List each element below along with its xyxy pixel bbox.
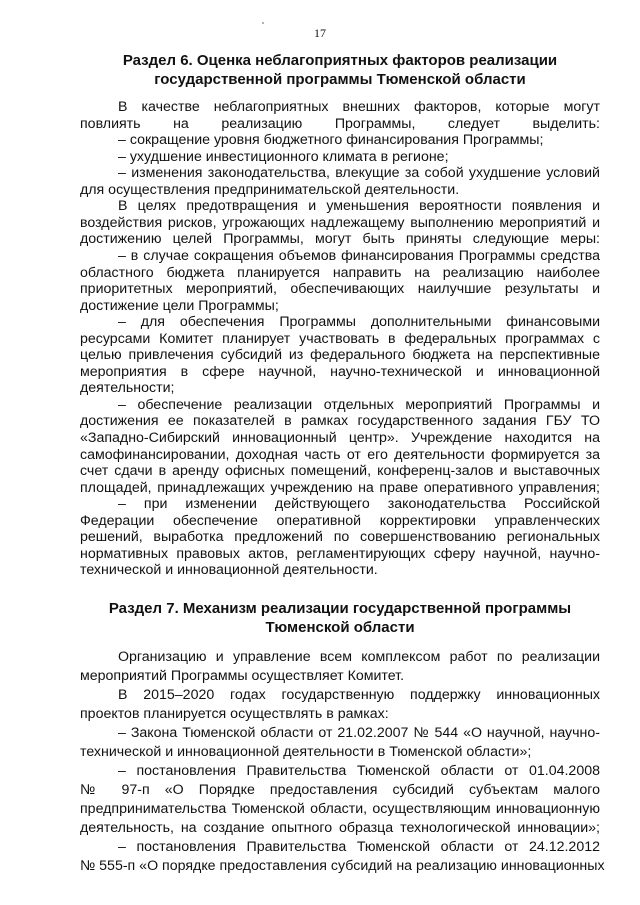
text-line: проектов планируется осуществлять в рамках: [80, 706, 389, 722]
text-line: – обеспечение реализации отдельных мероприятий Программы и [118, 396, 600, 413]
text-line: технической и инновационной деятельности в Тюменской области»; [80, 744, 532, 760]
text-line: решений, выработка предложений по совершенствованию региональных [80, 529, 600, 546]
text-line: мероприятий Программы осуществляет Комитет. [80, 668, 405, 684]
text-line: счет сдачи в аренду офисных помещений, конференц-залов и выставочных [80, 463, 600, 480]
heading-line: Раздел 6. Оценка неблагоприятных факторов реализации [122, 52, 558, 69]
text-line: ресурсами Комитет планирует участвовать в федеральных программах с [80, 330, 600, 347]
heading-line: Тюменской области [265, 619, 415, 636]
text-line: достижения ее показателей в рамках государственного задания ГБУ ТО [80, 413, 600, 430]
text-line: достижение цели Программы; [80, 297, 279, 314]
section-7-heading [80, 599, 600, 637]
text-line: – при изменении действующего законодательства Российской [118, 496, 600, 513]
text-line: нормативных правовых актов, регламентирующих сферу научной, научно- [80, 545, 600, 562]
text-line: – Закона Тюменской области от 21.02.2007 № 544 «О научной, научно- [118, 725, 600, 741]
text-line: – ухудшение инвестиционного климата в регионе; [118, 148, 449, 165]
text-line: – для обеспечения Программы дополнительными финансовыми [118, 314, 600, 331]
text-line: – сокращение уровня бюджетного финансирования Программы; [118, 132, 544, 149]
text-line: приоритетных мероприятий, обеспечивающих наилучшие результаты и [80, 281, 600, 298]
text-line: областного бюджета планируется направить на реализацию наиболее [80, 264, 600, 281]
scan-speck [262, 22, 264, 24]
page-number: 17 [314, 26, 326, 40]
text-line: – постановления Правительства Тюменской области от 24.12.2012 [118, 839, 600, 855]
text-line: № 97-п «О Порядке предоставления субсидий субъектам малого [80, 782, 600, 798]
text-line: для осуществления предпринимательской деятельности. [80, 181, 460, 198]
text-line: В целях предотвращения и уменьшения вероятности появления и [118, 198, 600, 215]
text-line: Федерации обеспечение оперативной корректировки управленческих [80, 512, 600, 529]
section-6-heading [80, 51, 600, 89]
text-line: самофинансировании, доходная часть от его деятельности формируется за [80, 446, 600, 463]
text-line: Организацию и управление всем комплексом работ по реализации [118, 649, 600, 665]
text-line: целью привлечения субсидий из федерального бюджета на перспективные [80, 347, 600, 364]
text-line: деятельности; [80, 380, 175, 397]
text-line: В 2015–2020 годах государственную поддержку инновационных [118, 687, 600, 703]
text-line: деятельность, на создание опытного образца технологической инновации»; [80, 820, 600, 836]
text-line: мероприятия в сфере научной, научно-технической и инновационной [80, 363, 600, 380]
text-line: воздействия рисков, угрожающих надлежащему выполнению мероприятий и [80, 214, 600, 231]
text-line: В качестве неблагоприятных внешних факторов, которые могут [118, 99, 600, 115]
text-line: предпринимательства Тюменской области, осуществляющим инновационную [80, 801, 600, 817]
text-line: – изменения законодательства, влекущие за собой ухудшение условий [118, 165, 600, 182]
heading-line: государственной программы Тюменской области [154, 71, 526, 88]
text-line: – в случае сокращения объемов финансирования Программы средства [118, 248, 600, 264]
text-line: достижению целей Программы, могут быть приняты следующие меры: [80, 231, 600, 248]
text-line: технической и инновационной деятельности. [80, 562, 378, 579]
heading-line: Раздел 7. Механизм реализации государственной программы [108, 600, 572, 617]
text-line: № 555-п «О порядке предоставления субсидий на реализацию инновационных [80, 858, 605, 874]
text-line: – постановления Правительства Тюменской области от 01.04.2008 [118, 763, 600, 779]
text-line: повлиять на реализацию Программы, следует выделить: [80, 115, 600, 132]
text-line: площадей, принадлежащих учреждению на праве оперативного управления; [80, 479, 600, 496]
text-line: «Западно-Сибирский инновационный центр». Учреждение находится на [80, 430, 600, 446]
